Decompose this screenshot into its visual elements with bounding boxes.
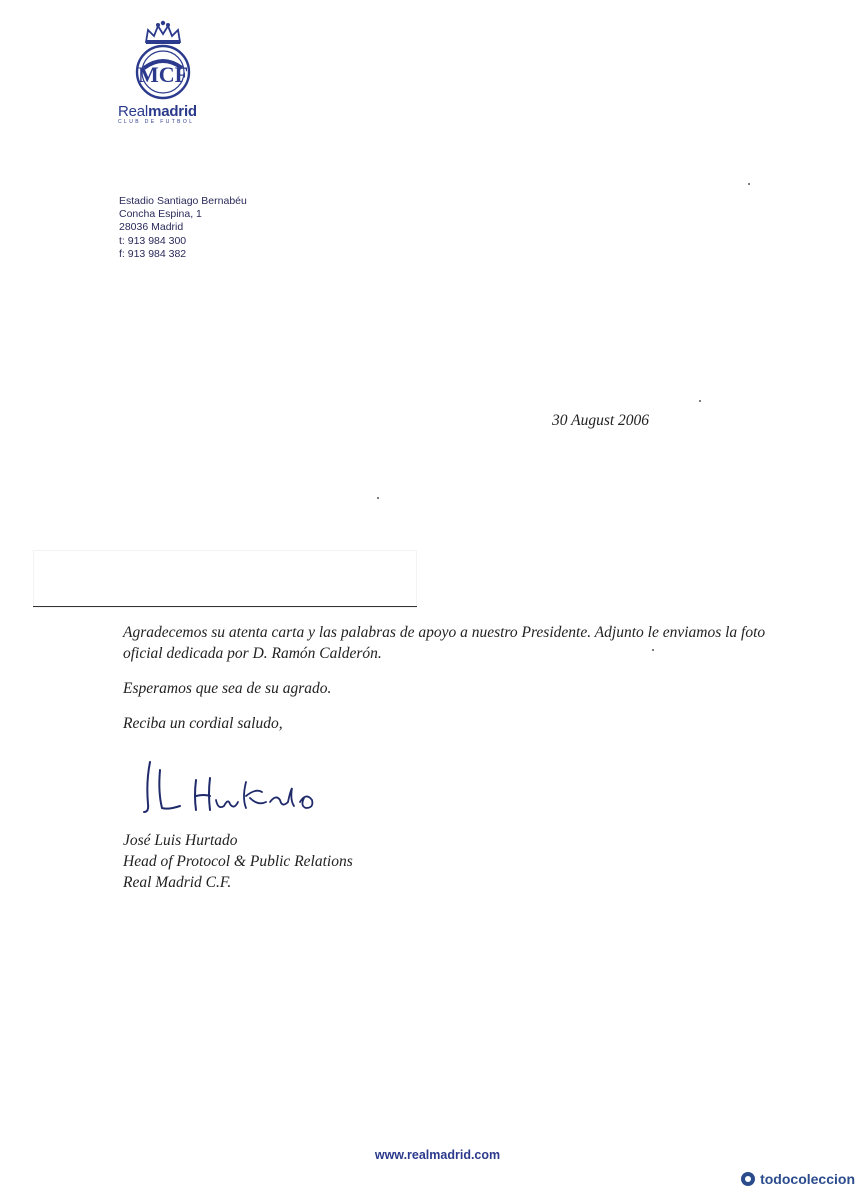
- brand-subtitle: CLUB DE FUTBOL: [118, 119, 195, 125]
- letter-closing: Reciba un cordial saludo,: [123, 715, 283, 732]
- watermark: [740, 1171, 855, 1187]
- address-fax: f: 913 984 382: [119, 247, 187, 260]
- watermark-logo-icon: [740, 1171, 756, 1187]
- scan-speck: [748, 183, 750, 185]
- brand-name-bold: madrid: [148, 103, 197, 120]
- brand-name: [118, 103, 218, 120]
- signer-organization: Real Madrid C.F.: [123, 874, 232, 891]
- svg-text:MCF: MCF: [137, 62, 189, 87]
- redaction-divider: [33, 606, 417, 607]
- signer-name: José Luis Hurtado: [123, 832, 238, 849]
- footer-website: www.realmadrid.com: [374, 1148, 501, 1162]
- letter-paragraph-2: Esperamos que sea de su agrado.: [123, 680, 332, 697]
- address-phone: t: 913 984 300: [119, 234, 187, 247]
- handwritten-signature: [138, 752, 328, 824]
- scan-speck: [377, 497, 379, 499]
- signer-block: [123, 830, 353, 893]
- brand-logo: [118, 103, 218, 125]
- address-line-city: 28036 Madrid: [119, 221, 184, 234]
- address-line-street: Concha Espina, 1: [119, 208, 202, 221]
- watermark-text: todocoleccion: [760, 1171, 855, 1187]
- address-line-stadium: Estadio Santiago Bernabéu: [119, 195, 247, 207]
- scan-speck: [652, 649, 654, 651]
- redacted-recipient-block: [33, 550, 417, 608]
- scan-speck: [699, 400, 701, 402]
- letter-body: [123, 622, 773, 734]
- club-address: [119, 195, 247, 261]
- signer-title: Head of Protocol & Public Relations: [123, 853, 353, 870]
- real-madrid-crest-icon: [134, 20, 192, 102]
- letter-date: 30 August 2006: [552, 412, 650, 429]
- letter-paragraph-1: Agradecemos su atenta carta y las palabras de apoyo a nuestro Presidente. Adjunto le enviamos la foto oficial dedicada por D. Ramón Calderón.: [123, 624, 766, 662]
- brand-name-regular: Real: [118, 103, 149, 120]
